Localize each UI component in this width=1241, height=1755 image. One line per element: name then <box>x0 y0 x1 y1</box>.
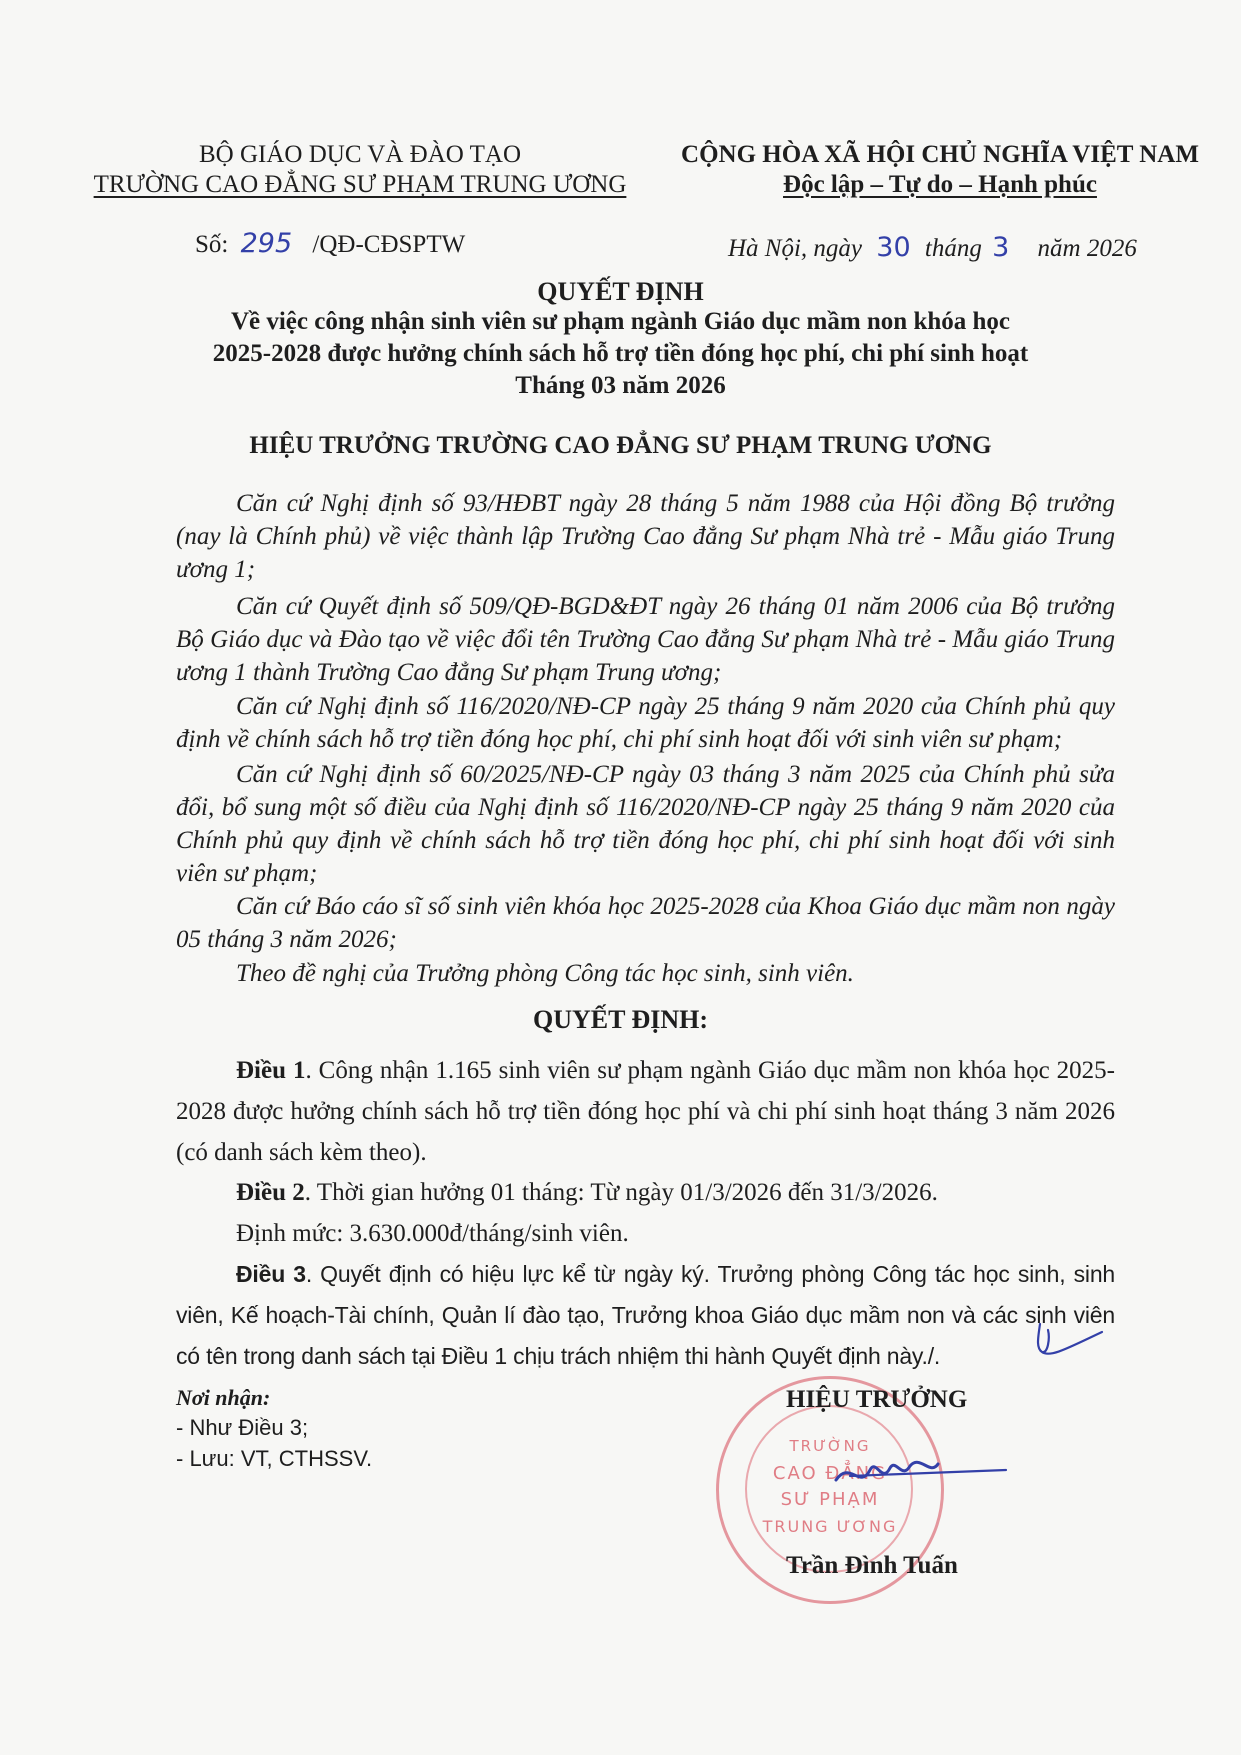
reference-prefix: Số: <box>195 231 229 258</box>
handwritten-day: 30 <box>876 232 911 263</box>
decision-title: QUYẾT ĐỊNH <box>537 277 704 306</box>
date-place: Hà Nội, ngày <box>728 235 863 262</box>
legal-basis-2: Căn cứ Quyết định số 509/QĐ-BGD&ĐT ngày 26 tháng 01 năm 2006 của Bộ trưởng Bộ Giáo dục và Đào tạo về việc đổi tên Trường Cao đẳng Sư phạm Nhà trẻ - Mẫu giáo Trung ương 1 thành Trường Cao đẳng Sư phạm Trung ương; <box>176 593 1115 686</box>
subject-line-1: Về việc công nhận sinh viên sư phạm ngành Giáo dục mầm non khóa học <box>230 308 1011 335</box>
date-month-label: tháng <box>924 235 982 262</box>
article-3-text: . Quyết định có hiệu lực kể từ ngày ký. Trưởng phòng Công tác học sinh, sinh viên, Kế hoạch-Tài chính, Quản lí đào tạo, Trưởng khoa Giáo dục mầm non và các sinh viên có tên trong danh sách tại Điều 1 chịu trách nhiệm thi hành Quyết định này./. <box>176 1261 1115 1369</box>
seal-text: TRƯỜNG <box>789 1437 871 1455</box>
seal-text: CAO ĐẲNG <box>772 1463 888 1484</box>
article-1-label: Điều 1 <box>236 1057 306 1084</box>
subject-line-2: 2025-2028 được hưởng chính sách hỗ trợ tiền đóng học phí, chi phí sinh hoạt <box>212 340 1029 367</box>
handwritten-number: 295 <box>240 228 293 259</box>
handwritten-signature <box>830 1440 1010 1510</box>
article-2-rate: Định mức: 3.630.000đ/tháng/sinh viên. <box>236 1220 629 1247</box>
article-3-label: Điều 3 <box>236 1261 306 1287</box>
signer-name: Trần Đình Tuấn <box>786 1552 958 1579</box>
issuing-authority: HIỆU TRƯỞNG TRƯỜNG CAO ĐẲNG SƯ PHẠM TRUNG ƯƠNG <box>249 432 992 459</box>
article-2-text: . Thời gian hưởng 01 tháng: Từ ngày 01/3/2026 đến 31/3/2026. <box>304 1179 938 1206</box>
national-motto: Độc lập – Tự do – Hạnh phúc <box>783 171 1097 198</box>
article-1 <box>176 1050 1115 1173</box>
article-2 <box>176 1172 1115 1213</box>
school-name: TRƯỜNG CAO ĐẲNG SƯ PHẠM TRUNG ƯƠNG <box>93 171 627 198</box>
decision-heading: QUYẾT ĐỊNH: <box>532 1005 709 1034</box>
proposal-basis: Theo đề nghị của Trưởng phòng Công tác học sinh, sinh viên. <box>236 960 854 987</box>
recipients-label: Nơi nhận: <box>176 1385 271 1410</box>
signer-title: HIỆU TRƯỞNG <box>786 1386 968 1413</box>
issue-date <box>728 232 1137 263</box>
seal-text: SƯ PHẠM <box>780 1489 880 1510</box>
legal-basis-5: Căn cứ Báo cáo sĩ số sinh viên khóa học 2025-2028 của Khoa Giáo dục mầm non ngày 05 tháng 3 năm 2026; <box>176 893 1115 953</box>
article-2-label: Điều 2 <box>236 1179 305 1206</box>
seal-text: TRUNG ƯƠNG <box>762 1517 898 1536</box>
recipient-item: - Như Điều 3; <box>176 1415 309 1440</box>
reference-number <box>195 228 465 259</box>
legal-basis-1: Căn cứ Nghị định số 93/HĐBT ngày 28 tháng 5 năm 1988 của Hội đồng Bộ trưởng (nay là Chính phủ) về việc thành lập Trường Cao đẳng Sư phạm Nhà trẻ - Mẫu giáo Trung ương 1; <box>176 490 1115 583</box>
subject-line-3: Tháng 03 năm 2026 <box>515 372 726 399</box>
recipient-item: - Lưu: VT, CTHSSV. <box>176 1446 373 1471</box>
article-3 <box>176 1254 1115 1377</box>
legal-basis-3: Căn cứ Nghị định số 116/2020/NĐ-CP ngày 25 tháng 9 năm 2020 của Chính phủ quy định về chính sách hỗ trợ tiền đóng học phí, chi phí sinh hoạt đối với sinh viên sư phạm; <box>176 693 1115 753</box>
reference-suffix: /QĐ-CĐSPTW <box>312 231 466 258</box>
date-year: năm 2026 <box>1037 235 1137 262</box>
ministry-name: BỘ GIÁO DỤC VÀ ĐÀO TẠO <box>199 141 521 168</box>
republic-name: CỘNG HÒA XÃ HỘI CHỦ NGHĨA VIỆT NAM <box>681 141 1199 168</box>
initial-mark <box>1028 1318 1108 1370</box>
legal-basis-4: Căn cứ Nghị định số 60/2025/NĐ-CP ngày 03 tháng 3 năm 2025 của Chính phủ sửa đổi, bổ sung một số điều của Nghị định số 116/2020/NĐ-CP ngày 25 tháng 9 năm 2020 của Chính phủ quy định về chính sách hỗ trợ tiền đóng học phí, chi phí sinh hoạt đối với sinh viên sư phạm; <box>176 761 1115 887</box>
article-1-text: . Công nhận 1.165 sinh viên sư phạm ngành Giáo dục mầm non khóa học 2025-2028 được hưởng chính sách hỗ trợ tiền đóng học phí và chi phí sinh hoạt tháng 3 năm 2026 (có danh sách kèm theo). <box>176 1057 1115 1166</box>
handwritten-month: 3 <box>992 232 1010 263</box>
